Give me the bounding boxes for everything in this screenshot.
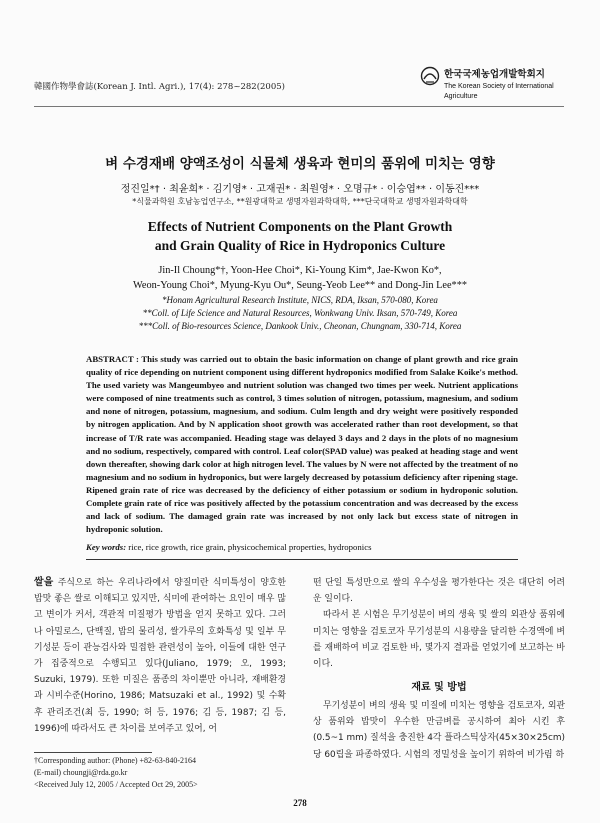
society-name-korean: 한국국제농업개발학회지	[444, 69, 545, 80]
body-right-paragraph-2: 따라서 본 시험은 무기성분이 벼의 생육 및 쌀의 외관상 품위에 미치는 영향을 검토코자 무기성분의 시용량을 달리한 수경액에 벼를 재배하여 비교 검토한 바, 몇가지 결과를 얻었기에 보고하는 바이다.	[313, 610, 565, 670]
society-name-english-line2: Agriculture	[444, 93, 478, 100]
body-left-text: 주식으로 하는 우리나라에서 양질미란 식미특성이 양호한 밥맛 좋은 쌀로 이해되고 있지만, 식미에 관여하는 요인이 매우 많고 변이가 커서, 객관적 미질평가 방법을 얻지 못하고 있다. 그러나 아밀로스, 단백질, 밥의 물리성, 쌀가루의 호화특성 및 일부 무기성분 등이 관능검사와 밀접한 관련성이 높아, 이들에 대한 연구가 집중적으로 수행되고 있다(Juliano, 1979; 오, 1993; Suzuki, 1979). 또한 미질은 품종의 차이뿐만 아니라, 재배환경과 시비수준(Horino, 1986; Matsuzaki et al., 1992) 및 수확 후 관리조건(최 등, 1990; 허 등, 1976; 김 등, 1987; 김 등, 1996)에 따라서도 큰 차이를 보여주고 있어, 어	[34, 578, 286, 734]
authors-english-line1: Jin-Il Choung*†, Yoon-Hee Choi*, Ki-Young Kim*, Jae-Kwon Ko*,	[158, 265, 442, 276]
title-english-line2: and Grain Quality of Rice in Hydroponics Culture	[154, 238, 446, 253]
authors-english-line2: Weon-Young Choi*, Myung-Kyu Ou*, Seung-Yeob Lee** and Dong-Jin Lee***	[133, 280, 467, 291]
footnote-corresponding-author: †Corresponding author: (Phone) +82-63-840-2164	[34, 756, 197, 765]
affiliations-korean: *식물과학원 호남농업연구소, **원광대학교 생명자원과학대학, ***단국대학교 생명자원과학대학	[132, 197, 468, 206]
society-logo-icon	[420, 66, 440, 88]
footnote-received-dates: <Received July 12, 2005 / Accepted Oct 29, 2005>	[34, 780, 198, 789]
body-right-column-methods	[313, 698, 565, 763]
abstract-label: ABSTRACT :	[86, 354, 139, 364]
title-english-line1: Effects of Nutrient Components on the Plant Growth	[147, 219, 453, 234]
footnote-email: (E-mail) choungji@rda.go.kr	[34, 768, 128, 777]
society-name-english-line1: The Korean Society of International	[444, 83, 554, 90]
keywords-divider	[86, 559, 518, 560]
body-right-paragraph-1: 떤 단일 특성만으로 쌀의 우수성을 평가한다는 것은 대단히 어려운 일이다.	[313, 578, 565, 605]
journal-citation: 韓國作物學會誌(Korean J. Intl. Agri.), 17(4): 278~282(2005)	[34, 82, 285, 92]
section-heading-materials-methods: 재료 및 방법	[411, 682, 467, 693]
authors-korean: 정진일*† · 최윤희* · 김기영* · 고재권* · 최원영* · 오명규* · 이승엽** · 이동진***	[120, 184, 480, 195]
footnote-divider	[34, 752, 152, 753]
affiliation-english-1: *Honam Agricultural Research Institute, NICS, RDA, Iksan, 570-080, Korea	[162, 295, 438, 305]
affiliation-english-2: **Coll. of Life Science and Natural Resources, Wonkwang Univ. Iksan, 570-749, Korea	[142, 308, 458, 318]
body-left-column	[34, 575, 286, 737]
header-divider	[34, 106, 564, 107]
keywords	[86, 542, 518, 552]
affiliation-english-3: ***Coll. of Bio-resources Science, Dankook Univ., Cheonan, Chungnam, 330-714, Korea	[138, 321, 462, 331]
keywords-text: rice, rice growth, rice grain, physicochemical properties, hydroponics	[126, 542, 372, 552]
body-right-paragraph-3: 무기성분이 벼의 생육 및 미질에 미치는 영향을 검토코자, 외관상 품위와 밥맛이 우수한 만금벼를 공시하여 최아 시킨 후 (0.5~1 mm) 질석을 충진한 4각 플라스틱상자(45×30×25cm)당 60립을 파종하였다. 시험의 정밀성을 높이기 위하여 비가림 하	[313, 701, 565, 760]
body-right-column	[313, 575, 565, 672]
page-number: 278	[293, 798, 307, 808]
abstract-text: This study was carried out to obtain the basic information on change of plant growth and rice grain quality of rice depending on nutrient component using different hydroponics modified from Salake Koike's method. The used variety was Mangeumbyeo and nutrient solution was changed two times per week. Nutrient applications were composed of nine treatments such as control, 3 times solution of nitrogen, potassium, magnesium, and sodium and none of nitrogen, potassium, magnesium, and sodium. Culm length and dry weight were positively responded by nitrogen application. And by N application shoot growth was accelerated rather than root development, so that increase of T/R rate was accompanied. Heading stage was delayed 3 days and 2 days in the plots of no magnesium and no sodium, respectively, compared with control. Leaf color(SPAD value) was peaked at heading stage and went down thereafter, showing dark color at high nitrogen level. The values by N were not affected by the treatment of no magnesium and no sodium in hydroponics, but were largely decreased by potassium deficiency after ripening stage. Ripened grain rate of rice was decreased by the deficiency of either potassium or sodium in hydroponic solution. Complete grain rate of rice was positively affected by the potassium concentration and was decreased by the excess and lack of sodium. The damaged grain rate was increased by not only lack but excess state of nitrogen in hydroponic solution.	[86, 354, 518, 535]
body-first-word: 쌀을	[34, 577, 54, 588]
abstract	[86, 353, 518, 536]
keywords-label: Key words:	[86, 542, 127, 552]
title-korean: 벼 수경재배 양액조성이 식물체 생육과 현미의 품위에 미치는 영향	[105, 156, 495, 172]
